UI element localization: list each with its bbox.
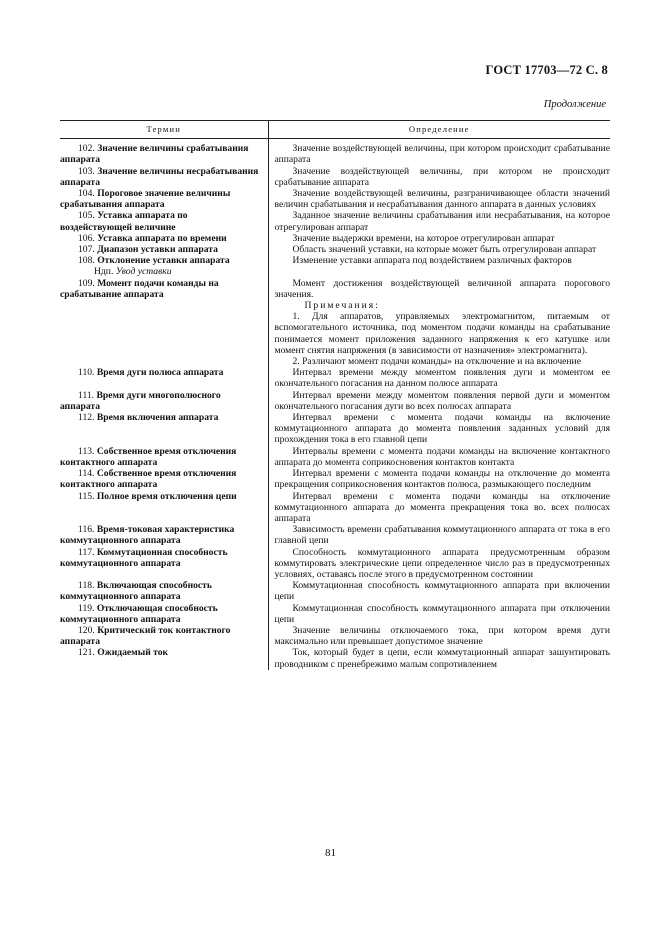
term-number: 108.	[78, 255, 95, 267]
term-name: Уставка аппарата по воздействующей величине	[60, 210, 188, 233]
term-cell	[60, 603, 268, 625]
table-row	[60, 367, 610, 389]
definition-cell	[268, 390, 610, 412]
synonym-label: Ндп.	[94, 266, 114, 278]
term-cell	[60, 412, 268, 446]
term-name: Диапазон уставки аппарата	[97, 244, 218, 256]
term-name: Время дуги многополюсного аппарата	[60, 389, 221, 412]
term-cell	[60, 580, 268, 602]
definition-cell	[268, 367, 610, 389]
term-text	[60, 390, 262, 412]
table-row	[60, 491, 610, 525]
note-text: 1. Для аппаратов, управляемых электромагнитом, питаемым от вспомогательного источника, под моментом подачи команды на срабатывание понимается момент приложения заданного напряжения к его катушке или момент снятия напряжения (в зависимости от назначения» электромагнита).	[274, 311, 610, 356]
term-name: Ожидаемый ток	[97, 647, 169, 659]
definition-text: Область значений уставки, на которые может быть отрегулирован аппарат	[292, 244, 597, 256]
definition-text: Момент достижения воздействующей величиной аппарата порогового значения.	[274, 277, 610, 300]
note-heading: Примечания:	[304, 300, 380, 312]
table-row	[60, 524, 610, 546]
term-text	[60, 188, 262, 210]
definition-text: Интервалы времени с момента подачи команды на включение контактного аппарата до момента соприкосновения контактов контакта	[274, 445, 610, 468]
definition-cell	[268, 647, 610, 669]
term-cell	[60, 625, 268, 647]
definition-cell	[268, 244, 610, 255]
term-name: Момент подачи команды на срабатывание аппарата	[60, 277, 219, 300]
definition-cell	[268, 547, 610, 581]
definition-cell	[268, 210, 610, 232]
definition-text: Зависимость времени срабатывания коммутационного аппарата от тока в его главной цепи	[274, 524, 610, 547]
term-name: Полное время отключения цепи	[96, 490, 237, 502]
table-row	[60, 390, 610, 412]
table-row	[60, 468, 610, 490]
table-row	[60, 278, 610, 368]
term-number: 105.	[78, 210, 95, 222]
definition-cell	[268, 524, 610, 546]
definition-cell	[268, 580, 610, 602]
term-text	[60, 468, 262, 490]
term-text	[60, 210, 262, 232]
definition-cell	[268, 491, 610, 525]
term-number: 110.	[78, 367, 95, 379]
definition-text: Значение воздействующей величины, при котором происходит срабатывание аппарата	[274, 143, 610, 166]
term-number: 109.	[78, 277, 95, 289]
term-text	[60, 647, 262, 658]
continuation-label: Продолжение	[543, 99, 606, 110]
term-cell	[60, 244, 268, 255]
table-row	[60, 446, 610, 468]
term-number: 102.	[78, 143, 95, 155]
definition-cell	[268, 139, 610, 166]
table-row	[60, 255, 610, 277]
definition-text: Заданное значение величины срабатывания или несрабатывания, на которое отрегулирован аппарат	[274, 210, 610, 233]
term-text	[60, 255, 262, 266]
document-header: ГОСТ 17703—72 С. 8	[485, 63, 608, 77]
term-cell	[60, 547, 268, 581]
term-text	[60, 491, 262, 502]
term-number: 121.	[78, 647, 95, 659]
table-row	[60, 412, 610, 446]
term-number: 107.	[78, 244, 95, 256]
definition-text: Значение воздействующей величины, при котором не происходит срабатывание аппарата	[274, 165, 610, 188]
term-number: 112.	[78, 412, 95, 424]
table-row	[60, 210, 610, 232]
term-text	[60, 625, 262, 647]
term-name: Собственное время отключения контактного аппарата	[60, 445, 237, 468]
definition-cell	[268, 603, 610, 625]
term-number: 114.	[78, 468, 95, 480]
term-text	[60, 446, 262, 468]
term-cell	[60, 233, 268, 244]
term-text	[60, 580, 262, 602]
term-number: 118.	[78, 580, 95, 592]
term-name: Собственное время отключения контактного аппарата	[60, 468, 237, 491]
term-cell	[60, 367, 268, 389]
term-synonym	[60, 266, 262, 277]
term-number: 104.	[78, 188, 95, 200]
term-cell	[60, 446, 268, 468]
term-number: 119.	[78, 602, 95, 614]
term-text	[60, 244, 262, 255]
terms-table-body	[60, 139, 610, 670]
term-text	[60, 233, 262, 244]
term-cell	[60, 491, 268, 525]
term-text	[60, 143, 262, 165]
definition-text: Коммутационная способность коммутационного аппарата при отключении цепи	[274, 602, 610, 625]
term-number: 115.	[78, 490, 95, 502]
term-number: 111.	[78, 389, 95, 401]
table-row	[60, 625, 610, 647]
term-number: 120.	[78, 624, 95, 636]
term-cell	[60, 468, 268, 490]
column-header-definition: Определение	[268, 121, 610, 139]
term-name: Коммутационная способность коммутационного аппарата	[60, 546, 228, 569]
table-row	[60, 580, 610, 602]
term-text	[60, 166, 262, 188]
table-row	[60, 647, 610, 669]
term-cell	[60, 255, 268, 277]
synonym-name: Увод уставки	[115, 266, 172, 278]
term-name: Критический ток контактного аппарата	[60, 624, 231, 648]
term-text	[60, 547, 262, 569]
term-number: 117.	[78, 546, 95, 558]
definition-text: Интервал времени между моментом появления дуги и моментом ее окончательного погасания на данном полюсе аппарата	[274, 367, 610, 390]
term-text	[60, 524, 262, 546]
term-cell	[60, 647, 268, 669]
definition-text: Интервал времени между моментом появления первой дуги и моментом окончательного погасания дуги во всех полюсах аппарата	[274, 389, 610, 412]
definition-text: Способность коммутационного аппарата предусмотренным образом коммутировать электрические цепи определенное число раз в предусмотренных условиях, оставаясь после этого в предусмотренном состоянии	[274, 546, 610, 580]
term-text	[60, 367, 262, 378]
definition-cell	[268, 255, 610, 277]
term-name: Время включения аппарата	[96, 412, 219, 424]
term-name: Пороговое значение величины срабатывания аппарата	[60, 188, 231, 211]
definition-text: Интервал времени с момента подачи команды на отключение до момента прекращения соприкосновения контактов полюса, размыкающего последним	[274, 468, 610, 491]
term-cell	[60, 524, 268, 546]
table-row	[60, 244, 610, 255]
term-name: Уставка аппарата по времени	[97, 232, 227, 244]
terms-table	[60, 120, 610, 670]
term-number: 113.	[78, 445, 95, 457]
term-name: Значение величины несрабатывания аппарата	[60, 165, 259, 188]
definition-text: Изменение уставки аппарата под воздействием различных факторов	[292, 255, 572, 267]
term-name: Включающая способность коммутационного аппарата	[60, 580, 212, 603]
table-row	[60, 166, 610, 188]
note-text: 2. Различают момент подачи команды» на отключение и на включение	[292, 356, 581, 368]
definition-cell	[268, 468, 610, 490]
term-cell	[60, 188, 268, 210]
term-name: Значение величины срабатывания аппарата	[60, 143, 249, 166]
definition-cell	[268, 278, 610, 368]
term-cell	[60, 278, 268, 368]
definition-text: Ток, который будет в цепи, если коммутационный аппарат зашунтировать проводником с пренебрежимо малым сопротивлением	[274, 647, 610, 670]
table-row	[60, 188, 610, 210]
term-name: Время дуги полюса аппарата	[96, 367, 224, 379]
definition-text: Интервал времени с момента подачи команды на отключение коммутационного аппарата до момента прекращения тока во. всех полюсах аппарата	[274, 490, 610, 524]
term-text	[60, 278, 262, 300]
term-name: Время-токовая характеристика коммутационного аппарата	[60, 524, 235, 547]
definition-cell	[268, 166, 610, 188]
definition-cell	[268, 412, 610, 446]
term-text	[60, 603, 262, 625]
term-cell	[60, 210, 268, 232]
definition-text: Значение воздействующей величины, разграничивающее области значений величин срабатывания и несрабатывания данного аппарата в данных условиях	[274, 188, 610, 211]
definition-text: Интервал времени с момента подачи команды на включение коммутационного аппарата до момента появления заданных условий для прохождения тока в его главной цепи	[274, 412, 610, 446]
definition-text: Коммутационная способность коммутационного аппарата при включении цепи	[274, 580, 610, 603]
term-text	[60, 412, 262, 423]
term-number: 106.	[78, 232, 95, 244]
definition-cell	[268, 446, 610, 468]
term-number: 116.	[78, 524, 95, 536]
term-cell	[60, 390, 268, 412]
table-row	[60, 603, 610, 625]
term-cell	[60, 166, 268, 188]
table-row	[60, 139, 610, 166]
definition-text: Значение величины отключаемого тока, при котором время дуги максимально или превышает допустимое значение	[274, 624, 610, 648]
term-number: 103.	[78, 165, 95, 177]
term-name: Отключающая способность коммутационного аппарата	[60, 602, 218, 625]
definition-cell	[268, 188, 610, 210]
table-row	[60, 547, 610, 581]
page-number: 81	[325, 847, 336, 859]
definition-cell	[268, 233, 610, 244]
term-cell	[60, 139, 268, 166]
table-header-row	[60, 121, 610, 139]
definition-text: Значение выдержки времени, на которое отрегулирован аппарат	[292, 232, 555, 244]
table-row	[60, 233, 610, 244]
term-name: Отклонение уставки аппарата	[97, 255, 230, 267]
definition-cell	[268, 625, 610, 647]
column-header-term: Термин	[60, 121, 268, 139]
